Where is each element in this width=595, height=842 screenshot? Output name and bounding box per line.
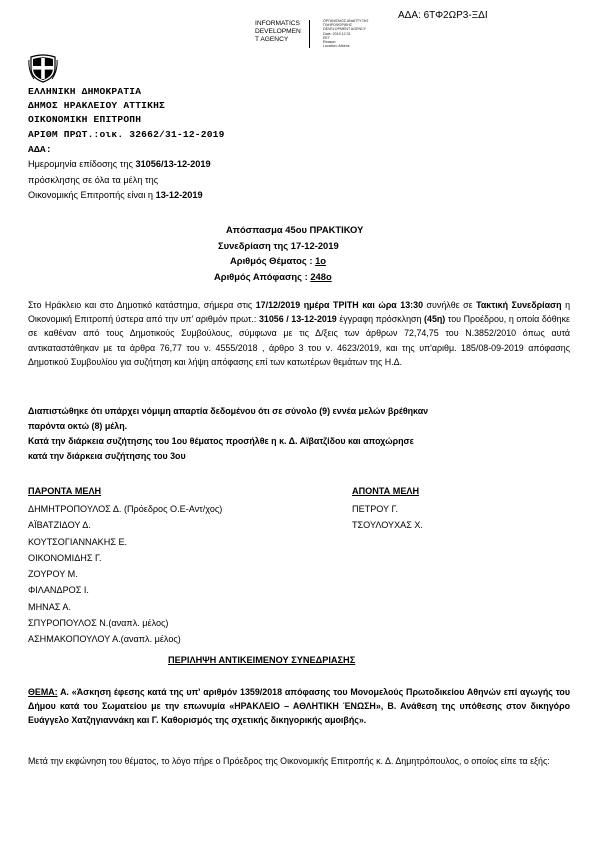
present-members-title: ΠΑΡΟΝΤΑ ΜΕΛΗ [28, 486, 102, 496]
signature-line: Date: 2019.12.31 [323, 31, 351, 36]
header-committee: ΟΙΚΟΝΟΜΙΚΗ ΕΠΙΤΡΟΠΗ [28, 114, 142, 125]
header-ada: ΑΔΑ: [28, 144, 52, 155]
list-item: ΟΙΚΟΝΟΜΙΔΗΣ Γ. [28, 552, 102, 563]
session-paragraph: Στο Ηράκλειο και στο Δημοτικό κατάστημα, σήμερα στις 17/12/2019 ημέρα ΤΡΙΤΗ και ώρα 13:30 συνήλθε σε Τακτική Συνεδρίαση η Οικονομική Επιτροπή ύστερα από την υπ' αριθμόν πρωτ.: 31056 / 13-12-2019 έγγραφη πρόσκληση (45η) του Προέδρου, η οποία δόθηκε σε καθέναν από τους Δημοτικούς Συμβούλους, σύμφωνα με τις Δ/ξεις των άρθρων 72,74,75 του Ν.3852/2010 όπως αυτά αντικαταστάθηκαν με τα άρθρα 76,77 του ν. 4555/2018 , άρθρο 3 του ν. 4623/2019, και της υπ'αριθμ. 185/08-09-2019 απόφασης Δημοτικού Συμβουλίου για συζήτηση και λήψη απόφασης επί των κατωτέρων θεμάτων της Η.Δ. [28, 300, 571, 367]
topic-paragraph: ΘΕΜΑ: Α. «Άσκηση έφεσης κατά της υπ' αριθμόν 1359/2018 απόφασης του Μονομελούς Πρωτοδικείου Αθηνών επί αγωγής του Δήμου κατά του Σωματείου με την επωνυμία «ΗΡΑΚΛΕΙΟ – ΑΘΛΗΤΙΚΗ ΈΝΩΣΗ», Β. Ανάθεση της υπόθεσης στον δικηγόρο Ευάγγελο Χατζηγιαννάκη και Γ. Καθορισμός της σχετικής δικηγορικής αμοιβής». [28, 687, 570, 726]
signature-line: ΠΛΗΡΟΦΟΡΙΚΗΣ [323, 23, 353, 28]
signature-logo-text [255, 20, 301, 44]
header-country: ΕΛΛΗΝΙΚΗ ΔΗΜΟΚΡΑΤΙΑ [28, 86, 142, 97]
greek-coat-of-arms-icon [28, 52, 58, 83]
notice-line-1: Ημερομηνία επίδοσης της 31056/13-12-2019 [28, 159, 211, 169]
summary-title: ΠΕΡΙΛΗΨΗ ΑΝΤΙΚΕΙΜΕΝΟΥ ΣΥΝΕΔΡΙΑΣΗΣ [168, 655, 356, 665]
absent-members-title: ΑΠΟΝΤΑ ΜΕΛΗ [352, 486, 420, 496]
logo-divider [309, 20, 310, 48]
signature-line: ΟΡΓΑΝΙΣΜΟΣ ΑΝΑΠΤΥΞΗΣ [323, 19, 369, 23]
list-item: ΤΣΟΥΛΟΥΧΑΣ Χ. [352, 520, 423, 531]
header-protocol-number: ΑΡΙΘΜ ΠΡΩΤ.:οικ. 32662/31-12-2019 [28, 129, 225, 140]
list-item: ΠΕΤΡΟΥ Γ. [352, 504, 398, 514]
notice-line-2: πρόσκλησης σε όλα τα μέλη της [28, 175, 159, 185]
header-municipality: ΔΗΜΟΣ ΗΡΑΚΛΕΙΟΥ ΑΤΤΙΚΗΣ [28, 100, 166, 111]
logo-line: DEVELOPMEN [255, 28, 301, 35]
list-item: ΖΟΥΡΟΥ Μ. [28, 569, 78, 580]
session-date: Συνεδρίαση της 17-12-2019 [218, 240, 339, 251]
excerpt-title: Απόσπασμα 45ου ΠΡΑΚΤΙΚΟΥ [226, 224, 364, 235]
quorum-paragraph: Διαπιστώθηκε ότι υπάρχει νόμιμη απαρτία δεδομένου ότι σε σύνολο (9) εννέα μελών βρέθηκαν παρόντα οκτώ (8) μέλη. Κατά την διάρκεια συζήτησης του 1ου θέματος προσήλθε η κ. Δ. Αϊβατζίδου και αποχώρησε κατά την διάρκεια συζήτησης του 3ου [28, 406, 429, 461]
ada-code: ΑΔΑ: 6ΤΦ2ΩΡ3-ΞΔΙ [398, 10, 488, 21]
list-item: ΚΟΥΤΣΟΓΙΑΝΝΑΚΗΣ Ε. [28, 536, 128, 547]
decision-number: Αριθμός Απόφασης : 248ο [214, 271, 332, 282]
logo-line: INFORMATICS [255, 20, 300, 27]
signature-line: Location: Athens [323, 44, 350, 49]
present-members-list [28, 501, 222, 648]
signature-line: DEVELOPMENT AGENCY [323, 27, 367, 32]
notice-line-3: Οικονομικής Επιτροπής είναι η 13-12-2019 [28, 190, 203, 200]
list-item: ΣΠΥΡΟΠΟΥΛΟΣ Ν.(αναπλ. μέλος) [28, 618, 169, 629]
digital-signature-stamp [253, 18, 403, 54]
list-item: ΦΙΛΑΝΔΡΟΣ Ι. [28, 585, 89, 596]
closing-paragraph: Μετά την εκφώνηση του θέματος, το λόγο πήρε ο Πρόεδρος της Οικονομικής Επιτροπής κ. Δ. Δημητρόπουλος, ο οποίος είπε τα εξής: [28, 756, 550, 766]
signature-line: EET [323, 35, 330, 40]
list-item: ΑΣΗΜΑΚΟΠΟΥΛΟΥ Α.(αναπλ. μέλος) [28, 634, 181, 645]
topic-number: Αριθμός Θέματος : 1ο [230, 255, 327, 266]
logo-line: T AGENCY [255, 36, 289, 43]
list-item: ΔΗΜΗΤΡΟΠΟΥΛΟΣ Δ. (Πρόεδρος Ο.Ε-Αντ/χος) [28, 504, 223, 514]
absent-members-list [352, 501, 423, 534]
signature-details [323, 19, 369, 48]
signature-line: Reason: [323, 40, 337, 45]
list-item: ΜΗΝΑΣ Α. [28, 601, 72, 612]
list-item: ΑΪΒΑΤΖΙΔΟΥ Δ. [28, 520, 91, 531]
